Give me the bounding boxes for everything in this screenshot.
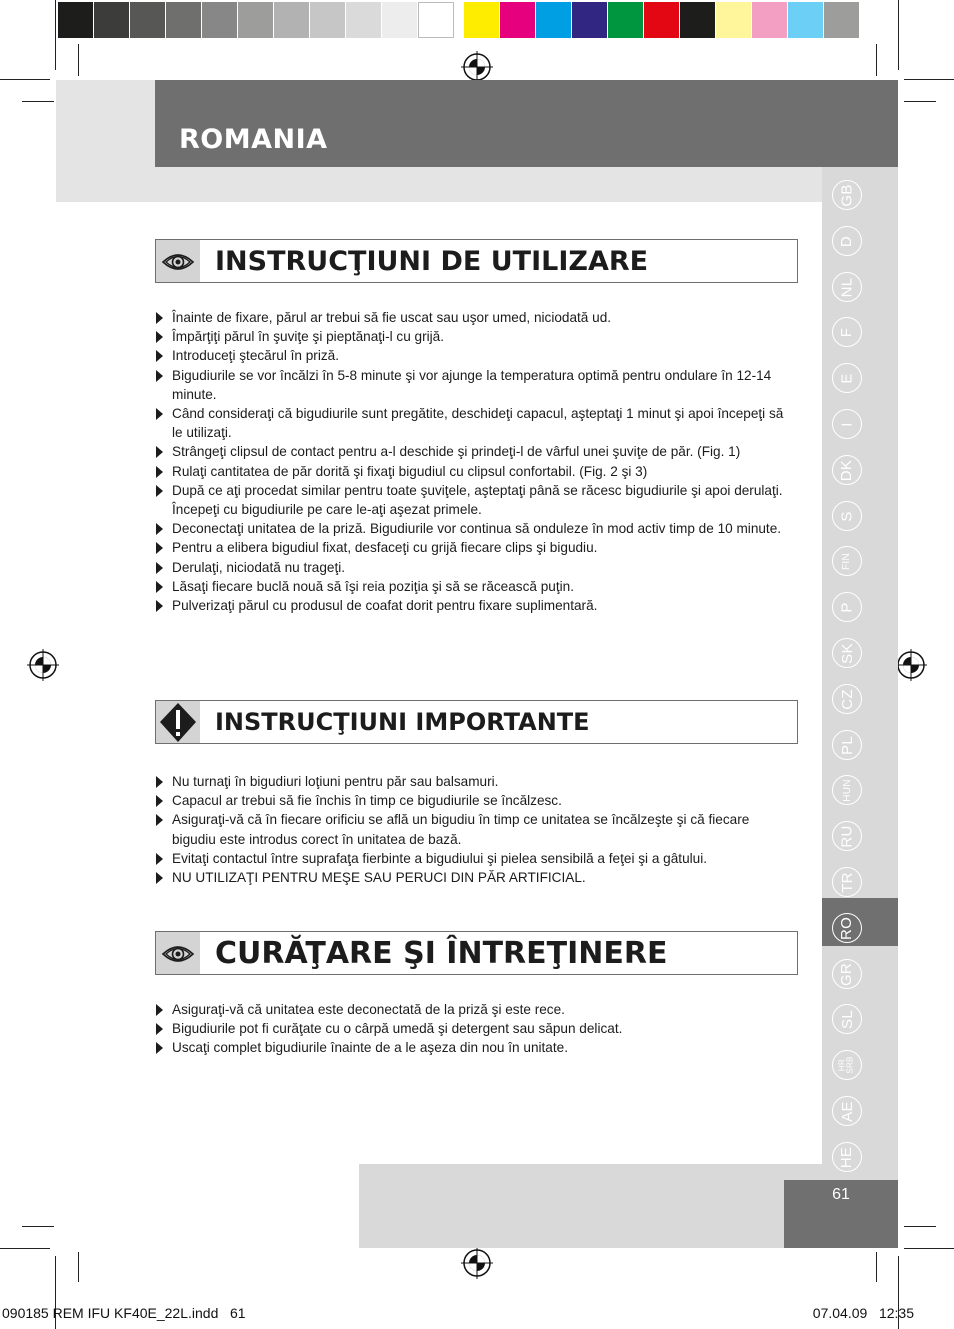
language-tab-label: HUN — [841, 778, 853, 802]
bullet-item: Asiguraţi-vă că unitatea este deconectată de la priză şi este rece. — [155, 1000, 785, 1019]
swatch-gap — [454, 2, 464, 38]
important-instructions-list — [155, 772, 785, 887]
bullet-item: După ce aţi procedat similar pentru toate şuviţele, aşteptaţi până se răcesc bigudiurile şi apoi derulaţi. Începeţi cu bigudiurile pe care le-aţi aşezat primele. — [155, 481, 785, 519]
language-tab-f[interactable] — [832, 317, 862, 347]
language-tab-label: GB — [838, 183, 856, 207]
bullet-item: Uscaţi complet bigudiurile înainte de a le aşeza din nou în unitate. — [155, 1038, 785, 1057]
bullet-item: Strângeţi clipsul de contact pentru a-l deschide şi prindeţi-l de vârful unei şuviţe de păr. (Fig. 1) — [155, 442, 785, 461]
language-tab-ae[interactable] — [832, 1096, 862, 1126]
language-tab-label: S — [838, 510, 856, 522]
language-tab-s[interactable] — [832, 501, 862, 531]
bullet-item: Introduceţi ştecărul în priză. — [155, 346, 785, 365]
section-icon-box — [156, 701, 200, 743]
registration-mark-icon — [461, 51, 493, 83]
section-title: INSTRUCŢIUNI IMPORTANTE — [215, 708, 590, 736]
swatch-color — [752, 2, 788, 38]
bullet-item: Asiguraţi-vă că în fiecare orificiu se află un bigudiu în timp ce unitatea se încălzeşte şi că fiecare bigudiu este introdus corect în unitatea de bază. — [155, 810, 785, 848]
language-tab-label: D — [838, 235, 856, 247]
language-tab-e[interactable] — [832, 363, 862, 393]
bullet-item: Evitaţi contactul între suprafaţa fierbinte a bigudiului şi pielea sensibilă a feţei şi a gâtului. — [155, 849, 785, 868]
swatch-gray — [310, 2, 346, 38]
section-important-instructions — [155, 700, 798, 744]
warning-icon — [159, 702, 197, 743]
swatch-gray — [274, 2, 310, 38]
bullet-item: Lăsaţi fiecare buclă nouă să îşi reia poziţia şi să se răcească puţin. — [155, 577, 785, 596]
language-tab-hun[interactable] — [832, 775, 862, 805]
language-tab-label: RU — [838, 824, 856, 848]
language-tab-label: TR — [838, 871, 856, 893]
swatch-color — [824, 2, 860, 38]
page-title: ROMANIA — [179, 124, 328, 155]
bullet-item: Nu turnaţi în bigudiuri loţiuni pentru păr sau balsamuri. — [155, 772, 785, 791]
swatch-color — [500, 2, 536, 38]
bullet-item: Bigudiurile se vor încălzi în 5-8 minute şi vor ajunge la temperatura optimă pentru ondulare în 12-14 minute. — [155, 366, 785, 404]
language-tab-p[interactable] — [832, 592, 862, 622]
language-tab-gr[interactable] — [832, 959, 862, 989]
language-tab-label: CZ — [838, 688, 856, 710]
section-icon-box — [156, 932, 200, 974]
language-tab-he[interactable] — [832, 1142, 862, 1172]
language-tab-label: FIN — [841, 552, 853, 570]
swatch-gray — [166, 2, 202, 38]
color-calibration-strip — [58, 2, 860, 38]
bullet-item: Pulverizaţi părul cu produsul de coafat dorit pentru fixare suplimentară. — [155, 596, 785, 615]
swatch-color — [536, 2, 572, 38]
swatch-color — [788, 2, 824, 38]
language-tab-label: AE — [838, 1100, 856, 1122]
swatch-gray — [58, 2, 94, 38]
page-number: 61 — [832, 1186, 850, 1203]
swatch-gray — [94, 2, 130, 38]
language-tab-label: RO — [838, 916, 856, 940]
swatch-color — [572, 2, 608, 38]
section-usage-instructions — [155, 239, 798, 283]
language-tab-gb[interactable] — [832, 180, 862, 210]
language-tab-label: I — [838, 421, 856, 427]
registration-mark-icon — [461, 1247, 493, 1279]
language-tab-nl[interactable] — [832, 272, 862, 302]
swatch-color — [608, 2, 644, 38]
swatch-color — [680, 2, 716, 38]
language-tab-fin[interactable] — [832, 546, 862, 576]
usage-instructions-list — [155, 308, 785, 615]
language-tab-sk[interactable] — [832, 638, 862, 668]
section-title: INSTRUCŢIUNI DE UTILIZARE — [215, 245, 649, 277]
cleaning-maintenance-list — [155, 1000, 785, 1058]
language-tab-label: GR — [838, 962, 856, 986]
bullet-item: Pentru a elibera bigudiul fixat, desfaceţi cu grijă fiecare clips şi bigudiu. — [155, 538, 785, 557]
bullet-item: Împărţiţi părul în şuviţe şi pieptănaţi-l cu grijă. — [155, 327, 785, 346]
language-tab-label: SL — [838, 1009, 856, 1029]
swatch-gray — [418, 2, 454, 38]
language-tab-cz[interactable] — [832, 684, 862, 714]
registration-mark-icon — [27, 649, 59, 681]
registration-mark-icon — [895, 649, 927, 681]
bullet-item: Bigudiurile pot fi curăţate cu o cârpă umedă şi detergent sau săpun delicat. — [155, 1019, 785, 1038]
swatch-color — [716, 2, 752, 38]
bullet-item: Derulaţi, niciodată nu trageţi. — [155, 558, 785, 577]
swatch-gray — [346, 2, 382, 38]
language-tab-label: HE — [838, 1146, 856, 1168]
language-tab-dk[interactable] — [832, 455, 862, 485]
language-tab-i[interactable] — [832, 409, 862, 439]
swatch-color — [464, 2, 500, 38]
swatch-gray — [202, 2, 238, 38]
file-info: 090185 REM IFU KF40E_22L.indd 61 — [2, 1305, 246, 1321]
language-tab-label: HR SRB — [837, 1056, 855, 1074]
language-tab-label: E — [838, 372, 856, 384]
section-title: CURĂŢARE ŞI ÎNTREŢINERE — [215, 935, 668, 971]
section-icon-box — [156, 240, 200, 282]
language-tab-sl[interactable] — [832, 1004, 862, 1034]
bullet-item: Deconectaţi unitatea de la priză. Bigudiurile vor continua să onduleze în mod activ timp de 10 minute. — [155, 519, 785, 538]
bullet-item: Înainte de fixare, părul ar trebui să fie uscat sau uşor umed, niciodată ud. — [155, 308, 785, 327]
language-tab-label: SK — [838, 642, 856, 664]
swatch-gray — [382, 2, 418, 38]
language-tab-label: F — [838, 327, 856, 337]
bullet-item: NU UTILIZAŢI PENTRU MEŞE SAU PERUCI DIN PĂR ARTIFICIAL. — [155, 868, 785, 887]
title-band — [155, 80, 898, 167]
swatch-color — [644, 2, 680, 38]
swatch-gray — [130, 2, 166, 38]
bullet-item: Rulaţi cantitatea de păr dorită şi fixaţi bigudiul cu clipsul confortabil. (Fig. 2 şi 3) — [155, 462, 785, 481]
language-tab-ro[interactable] — [832, 913, 862, 943]
bullet-item: Capacul ar trebui să fie închis în timp ce bigudiurile se încălzesc. — [155, 791, 785, 810]
section-cleaning-maintenance — [155, 931, 798, 975]
language-tab-pl[interactable] — [832, 730, 862, 760]
swatch-gray — [238, 2, 274, 38]
eye-icon — [161, 250, 195, 274]
language-tab-d[interactable] — [832, 226, 862, 256]
language-tab-label: PL — [838, 735, 856, 755]
print-date-time: 07.04.09 12:35 — [812, 1305, 914, 1321]
page-number-box — [784, 1180, 898, 1248]
language-tab-ru[interactable] — [832, 821, 862, 851]
bullet-item: Când consideraţi că bigudiurile sunt pregătite, deschideţi capacul, aşteptaţi 1 minut şi apoi începeţi să le utilizaţi. — [155, 404, 785, 442]
eye-icon — [161, 942, 195, 966]
language-tab-tr[interactable] — [832, 867, 862, 897]
language-tab-label: NL — [838, 277, 856, 297]
language-tab-label: P — [838, 601, 856, 613]
language-tab-label: DK — [838, 459, 856, 481]
language-tab-hr-srb[interactable] — [832, 1050, 862, 1080]
